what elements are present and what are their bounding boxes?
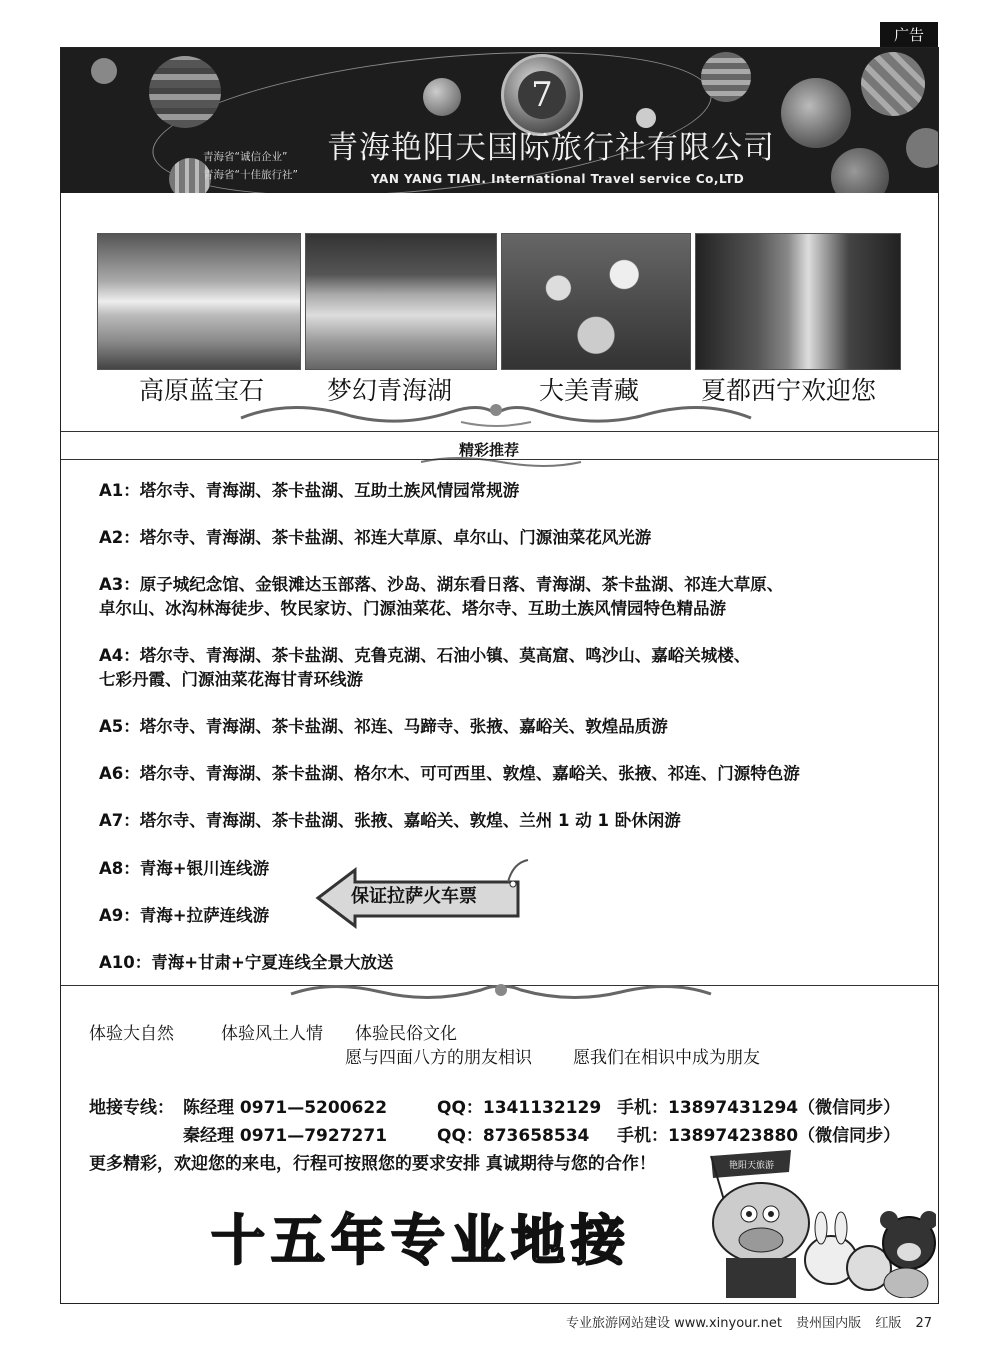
route-text: 青海+银川连线游: [139, 859, 270, 878]
contact-label: 地接专线：: [89, 1098, 174, 1118]
planet-right-5: [906, 128, 938, 168]
footer-edition: 贵州国内版: [796, 1316, 862, 1331]
contact-closing: 更多精彩，欢迎您的来电，行程可按照您的要求安排 真诚期待与您的合作！: [89, 1154, 656, 1174]
route-code: A8：: [99, 859, 140, 878]
route-text-line2: 七彩丹霞、门源油菜花海甘青环线游: [99, 670, 363, 689]
route-text: 塔尔寺、青海湖、茶卡盐湖、格尔木、可可西里、敦煌、嘉峪关、张掖、祁连、门源特色游: [139, 764, 800, 783]
mascot-flag-text: 艳阳天旅游: [729, 1161, 775, 1171]
route-code: A6：: [99, 764, 140, 783]
slogan-folk: 体验民俗文化: [355, 1024, 457, 1044]
route-text: 塔尔寺、青海湖、茶卡盐湖、克鲁克湖、石油小镇、莫高窟、鸣沙山、嘉峪关城楼、: [139, 646, 751, 665]
planet-left-large: [149, 56, 221, 128]
contact-mobile-chen: 手机：13897431294（微信同步）: [617, 1098, 901, 1118]
slogan-friends-1: 愿与四面八方的朋友相识: [345, 1048, 532, 1068]
photo-tibetan-woman: [695, 233, 901, 370]
route-a8: [99, 857, 269, 881]
company-name-cn: 青海艳阳天国际旅行社有限公司: [327, 130, 775, 166]
ornament-small-icon: [416, 454, 586, 470]
planet-left-small: [91, 58, 117, 84]
route-text: 原子城纪念馆、金银滩达玉部落、沙岛、湖东看日落、青海湖、茶卡盐湖、祁连大草原、: [139, 575, 784, 594]
ornament-bottom-icon: [281, 978, 721, 1008]
route-a4: [99, 644, 750, 692]
ornament-top-icon: [231, 398, 761, 430]
planet-mid: [423, 78, 461, 116]
planet-right-4: [831, 148, 889, 193]
caption-xining: 夏都西宁欢迎您: [701, 376, 877, 405]
contact-qq-chen: QQ：1341132129: [437, 1098, 602, 1118]
route-a5: [99, 715, 668, 739]
route-text-line2: 卓尔山、冰沟林海徒步、牧民家访、门源油菜花、塔尔寺、互助土族风情园特色精品游: [99, 599, 726, 618]
footer-site: 专业旅游网站建设 www.xinyour.net: [566, 1316, 783, 1331]
route-code: A9：: [99, 906, 140, 925]
footer-page-number: 27: [915, 1316, 933, 1331]
route-text: 塔尔寺、青海湖、茶卡盐湖、祁连大草原、卓尔山、门源油菜花风光游: [139, 528, 652, 547]
page-footer: [566, 1312, 942, 1331]
divider-top: [61, 431, 938, 432]
photo-desert-dunes: [305, 233, 497, 370]
slogan-customs: 体验风土人情: [221, 1024, 323, 1044]
caption-qingzang: 大美青藏: [539, 376, 640, 405]
route-a6: [99, 762, 800, 786]
mascot-group-icon: [671, 1148, 936, 1298]
caption-qinghai-lake: 梦幻青海湖: [327, 376, 453, 405]
contact-mobile-qin: 手机：13897423880（微信同步）: [617, 1126, 901, 1146]
contact-manager-qin: 秦经理 0971—7927271: [183, 1126, 388, 1146]
footer-color: 红版: [875, 1316, 902, 1331]
route-text: 青海+甘肃+宁夏连线全景大放送: [151, 953, 394, 972]
company-banner: [61, 48, 938, 193]
caption-plateau: 高原蓝宝石: [139, 376, 265, 405]
honor-top-agency: 青海省“十佳旅行社”: [203, 169, 298, 181]
route-code: A3：: [99, 575, 140, 594]
route-code: A1：: [99, 481, 140, 500]
route-a7: [99, 809, 681, 833]
route-code: A10：: [99, 953, 152, 972]
photo-plateau-lake: [97, 233, 301, 370]
planet-right-2: [781, 78, 851, 148]
ad-frame: [60, 47, 939, 1304]
route-code: A5：: [99, 717, 140, 736]
route-text: 青海+拉萨连线游: [139, 906, 270, 925]
train-ticket-sign: 保证拉萨火车票: [351, 886, 477, 907]
route-code: A7：: [99, 811, 140, 830]
contact-manager-chen: 陈经理 0971—5200622: [183, 1098, 388, 1118]
route-a9: [99, 904, 269, 928]
planet-right-1: [701, 52, 751, 102]
photo-flowers: [501, 233, 691, 370]
route-code: A2：: [99, 528, 140, 547]
route-a10: [99, 951, 393, 975]
divider-recommend: [61, 459, 938, 460]
route-text: 塔尔寺、青海湖、茶卡盐湖、张掖、嘉峪关、敦煌、兰州 1 动 1 卧休闲游: [139, 811, 681, 830]
contact-qq-qin: QQ：873658534: [437, 1126, 590, 1146]
slogan-nature: 体验大自然: [89, 1024, 174, 1044]
route-a2: [99, 526, 651, 550]
company-logo: 7: [501, 54, 583, 136]
route-a3: [99, 573, 783, 621]
route-text: 塔尔寺、青海湖、茶卡盐湖、互助土族风情园常规游: [139, 481, 520, 500]
route-code: A4：: [99, 646, 140, 665]
fifteen-years-slogan: 十五年专业地接: [211, 1209, 631, 1272]
planet-right-3: [861, 52, 925, 116]
honor-integrity: 青海省“诚信企业”: [203, 151, 288, 163]
company-name-en: YAN YANG TIAN. International Travel service Co,LTD: [371, 172, 745, 186]
slogan-friends-2: 愿我们在相识中成为朋友: [573, 1048, 760, 1068]
route-text: 塔尔寺、青海湖、茶卡盐湖、祁连、马蹄寺、张掖、嘉峪关、敦煌品质游: [139, 717, 668, 736]
recommend-title: 精彩推荐: [459, 441, 520, 459]
ad-tag: 广告: [880, 22, 938, 48]
route-a1: [99, 479, 519, 503]
